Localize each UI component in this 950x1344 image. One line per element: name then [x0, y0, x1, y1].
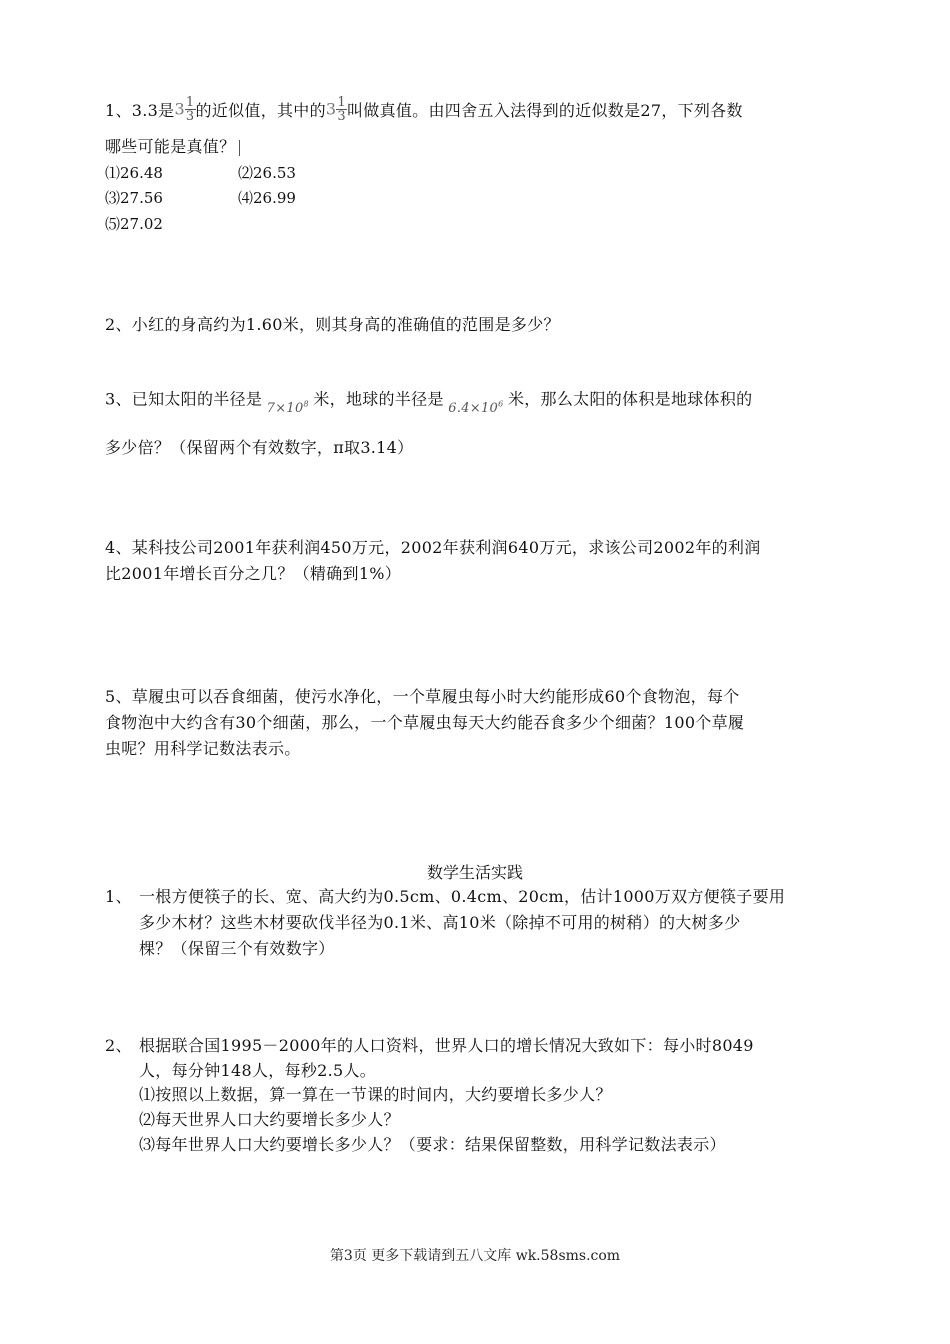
mixed-number-3-1-3-repeat: 3 $\frac{1}{3}$ [325, 95, 346, 124]
p2-line1: 根据联合国1995－2000年的人口资料，世界人口的增长情况大致如下：每小时8049 [139, 1036, 754, 1055]
q3-line2: 多少倍？（保留两个有效数字，π取3.14） [105, 438, 414, 457]
p1-line2: 多少木材？这些木材要砍伐半径为0.1米、高10米（除掉不可用的树稍）的大树多少 [139, 913, 741, 932]
q1-option-1: ⑴26.48 [105, 164, 163, 182]
q1-text-b: 的近似值，其中的 [195, 101, 326, 120]
q3-text-c: 米，那么太阳的体积是地球体积的 [507, 389, 753, 409]
mixed-number-3-1-3: 3 $\frac{1}{3}$ [174, 95, 195, 124]
q1-line1 [105, 95, 743, 125]
q3-text-b: 米，地球的半径是 [313, 389, 444, 409]
q1-option-3: ⑶27.56 [105, 189, 163, 207]
text-cursor [239, 140, 240, 156]
q3-line1 [105, 386, 753, 417]
q1-question-end: 哪些可能是真值？ [105, 137, 236, 156]
q1-option-2: ⑵26.53 [238, 164, 296, 182]
q5-line2: 食物泡中大约含有30个细菌，那么，一个草履虫每天大约能吞食多少个细菌？100个草履 [105, 713, 745, 732]
p2-line2: 人，每分钟148人，每秒2.5人。 [139, 1061, 377, 1080]
p1-line1: 一根方便筷子的长、宽、高大约为0.5cm、0.4cm、20cm，估计1000万双方便筷子要用 [139, 887, 786, 906]
q3-text-a: 3、已知太阳的半径是 [105, 389, 263, 409]
section-title: 数学生活实践 [426, 863, 523, 882]
q1-text-a: 1、3.3是 [105, 101, 175, 120]
q5-line1: 5、草履虫可以吞食细菌，使污水净化，一个草履虫每小时大约能形成60个食物泡，每个 [105, 687, 740, 706]
p2-sub3: ⑶每年世界人口大约要增长多少人？（要求：结果保留整数，用科学记数法表示） [139, 1135, 726, 1154]
p2-sub1: ⑴按照以上数据，算一算在一节课的时间内，大约要增长多少人？ [139, 1085, 612, 1104]
p2-number: 2、 [105, 1036, 132, 1055]
q1-text-c: 叫做真值。由四舍五入法得到的近似数是27，下列各数 [346, 101, 743, 120]
p1-number: 1、 [105, 887, 132, 906]
q1-option-5: ⑸27.02 [105, 215, 163, 233]
q4-line2: 比2001年增长百分之几？（精确到1%） [105, 564, 402, 583]
q5-line3: 虫呢？用科学记数法表示。 [105, 739, 301, 758]
page-footer: 第3页 更多下载请到五八文库 wk.58sms.com [329, 1248, 621, 1264]
sun-radius: 7×108 [266, 400, 309, 417]
p1-line3: 棵？（保留三个有效数字） [139, 939, 335, 958]
q4-line1: 4、某科技公司2001年获利润450万元，2002年获利润640万元，求该公司2002年的利润 [105, 538, 761, 557]
q2-text: 2、小红的身高约为1.60米，则其身高的准确值的范围是多少？ [105, 315, 560, 334]
p2-sub2: ⑵每天世界人口大约要增长多少人？ [139, 1110, 400, 1129]
q1-option-4: ⑷26.99 [238, 189, 296, 207]
q1-line2 [105, 136, 240, 158]
earth-radius: 6.4×106 [448, 400, 504, 417]
